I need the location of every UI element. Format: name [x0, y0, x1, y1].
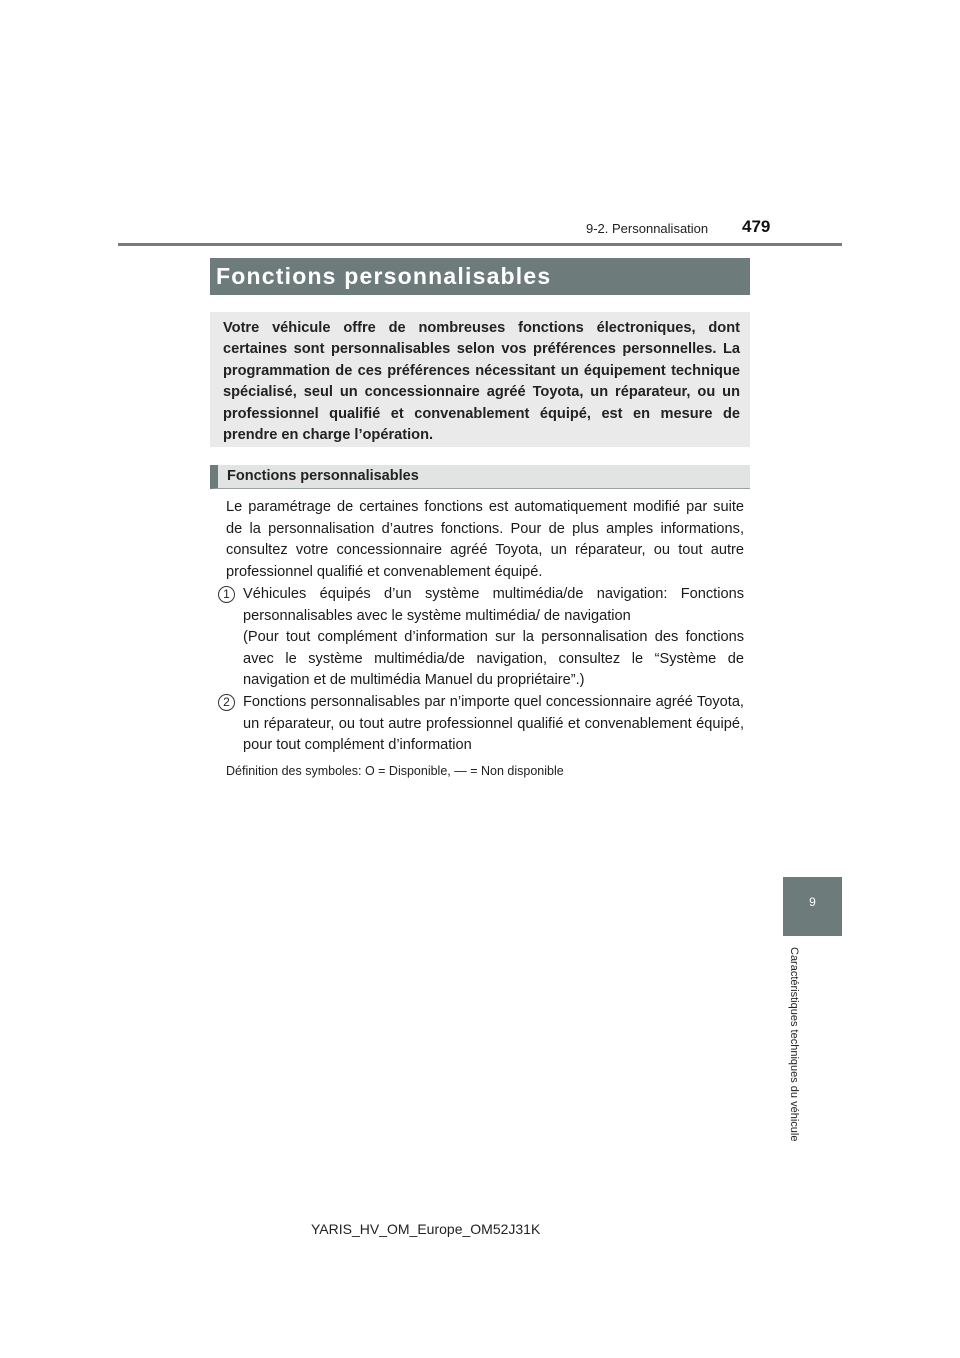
- symbol-legend: Définition des symboles: O = Disponible, — = Non disponible: [226, 764, 564, 778]
- page-number: 479: [742, 217, 771, 236]
- page-title: Fonctions personnalisables: [210, 258, 750, 295]
- chapter-title: Caractéristiques techniques du véhicule: [788, 947, 800, 1142]
- chapter-tab: 9: [783, 877, 842, 936]
- list-item-2-text: Fonctions personnalisables par n’importe quel concessionnaire agréé Toyota, un réparateur, ou tout autre professionnel qualifié et convenablement équipé, pour tout complément d’information: [243, 694, 744, 754]
- body-paragraph: Le paramétrage de certaines fonctions est automatiquement modifié par suite de la personnalisation d’autres fonctions. Pour de plus amples informations, consultez votre concessionnaire agréé Toyota, un réparateur, ou tout autre professionnel qualifié et convenablement équipé.: [226, 499, 744, 580]
- list-item-1-note: (Pour tout complément d’information sur la personnalisation des fonctions avec le système multimédia/de navigation, consultez le “Système de navigation et de multimédia Manuel du propriétaire”.): [243, 629, 744, 689]
- number-marker-2: 2: [218, 694, 235, 711]
- list-item-1-text: Véhicules équipés d’un système multimédia/de navigation: Fonctions personnalisables avec le système multimédia/ de navigation: [243, 586, 744, 624]
- intro-box: Votre véhicule offre de nombreuses fonctions électroniques, dont certaines sont personnalisables selon vos préférences personnelles. La programmation de ces préférences nécessitant un équipement technique spécialisé, seul un concessionnaire agréé Toyota, un réparateur, ou un professionnel qualifié et convenablement équipé, est en mesure de prendre en charge l’opération.: [210, 312, 750, 447]
- number-marker-1: 1: [218, 586, 235, 603]
- subheading: Fonctions personnalisables: [210, 465, 750, 489]
- section-label: 9-2. Personnalisation: [586, 221, 709, 236]
- list-item-2: [218, 692, 744, 757]
- list-item-1: [218, 584, 744, 692]
- header-divider: [118, 243, 842, 246]
- document-id: YARIS_HV_OM_Europe_OM52J31K: [311, 1221, 541, 1237]
